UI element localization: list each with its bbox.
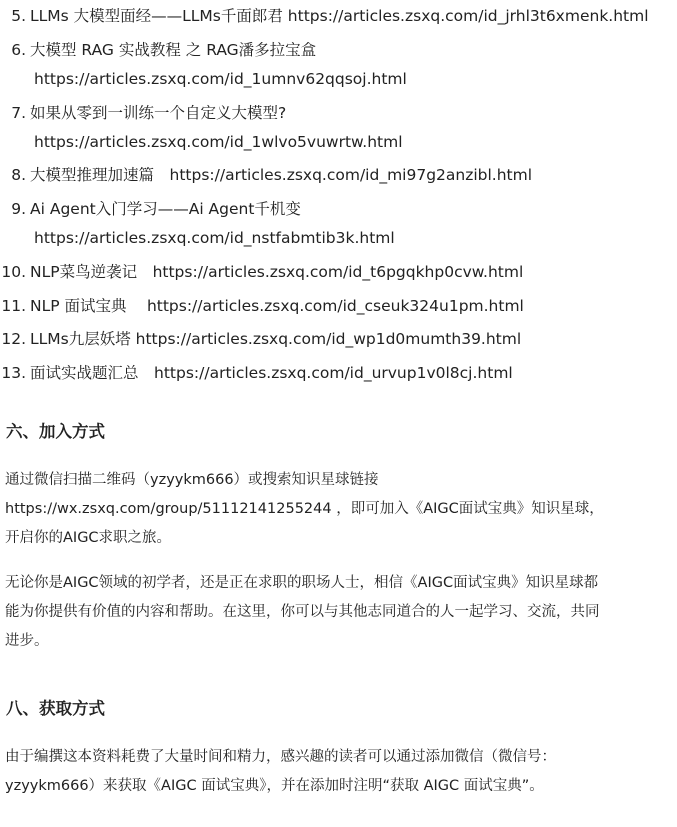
list-item-number: 12. (1, 330, 26, 348)
obtain-paragraph (5, 743, 670, 801)
list-item-title: LLMs 大模型面经——LLMs千面郎君 (30, 7, 288, 25)
list-item-number: 13. (1, 364, 26, 382)
list-item-link[interactable]: https://articles.zsxq.com/id_wp1d0mumth39.html (135, 330, 522, 348)
paragraph-line: 进步。 (5, 633, 49, 649)
list-item-title: NLP菜鸟逆袭记 (30, 263, 153, 281)
join-paragraph (5, 466, 670, 553)
list-item (0, 164, 677, 186)
list-item-link[interactable]: https://articles.zsxq.com/id_mi97g2anzibl.html (169, 166, 533, 184)
list-item-number: 9. (11, 200, 26, 218)
list-item-title: NLP 面试宝典 (30, 297, 147, 315)
list-item (0, 328, 677, 350)
list-item-link[interactable]: https://articles.zsxq.com/id_jrhl3t6xmenk.html (287, 7, 649, 25)
list-item (0, 295, 677, 317)
list-item (0, 39, 677, 61)
paragraph-line: 由于编撰这本资料耗费了大量时间和精力，感兴趣的读者可以通过添加微信（微信号： (5, 749, 556, 765)
paragraph-line: 开启你的AIGC求职之旅。 (5, 530, 172, 546)
list-item (0, 362, 677, 384)
list-item-title: 大模型推理加速篇 (30, 166, 170, 184)
paragraph-line: https://wx.zsxq.com/group/51112141255244 ，即可加入《AIGC面试宝典》知识星球， (5, 501, 604, 517)
list-item-title: LLMs九层妖塔 (30, 330, 136, 348)
list-item-number: 5. (11, 7, 26, 25)
list-item-number: 10. (1, 263, 26, 281)
list-item-link[interactable]: https://articles.zsxq.com/id_1wlvo5vuwrtw.html (34, 133, 403, 151)
intro-paragraph (5, 569, 670, 656)
list-item-number: 7. (11, 104, 26, 122)
paragraph-line: 通过微信扫描二维码（yzyykm666）或搜索知识星球链接 (5, 472, 379, 488)
list-item (0, 261, 677, 283)
paragraph-line: 无论你是AIGC领域的初学者，还是正在求职的职场人士，相信《AIGC面试宝典》知识星球都 (5, 575, 599, 591)
list-item-title: 如果从零到一训练一个自定义大模型? (30, 104, 287, 122)
list-item-link[interactable]: https://articles.zsxq.com/id_cseuk324u1pm.html (146, 297, 524, 315)
list-item-link[interactable]: https://articles.zsxq.com/id_nstfabmtib3k.html (34, 229, 395, 247)
list-item (0, 5, 677, 27)
section-heading-join: 六、加入方式 (6, 422, 105, 441)
list-item-title: Ai Agent入门学习——Ai Agent千机变 (30, 200, 301, 218)
list-item-title: 面试实战题汇总 (30, 364, 155, 382)
list-item (0, 102, 677, 124)
list-item-number: 11. (1, 297, 26, 315)
section-heading-obtain: 八、获取方式 (6, 699, 105, 718)
list-item-title: 大模型 RAG 实战教程 之 RAG潘多拉宝盒 (30, 41, 317, 59)
list-item (0, 198, 677, 220)
list-item-link[interactable]: https://articles.zsxq.com/id_1umnv62qqsoj.html (34, 70, 407, 88)
paragraph-line: 能为你提供有价值的内容和帮助。在这里，你可以与其他志同道合的人一起学习、交流，共同 (5, 604, 600, 620)
list-item-link[interactable]: https://articles.zsxq.com/id_t6pgqkhp0cvw.html (152, 263, 524, 281)
list-item-number: 8. (11, 166, 26, 184)
paragraph-line: yzyykm666）来获取《AIGC 面试宝典》，并在添加时注明“获取 AIGC 面试宝典”。 (5, 778, 544, 794)
list-item-link[interactable]: https://articles.zsxq.com/id_urvup1v0l8cj.html (154, 364, 513, 382)
list-item-number: 6. (11, 41, 26, 59)
